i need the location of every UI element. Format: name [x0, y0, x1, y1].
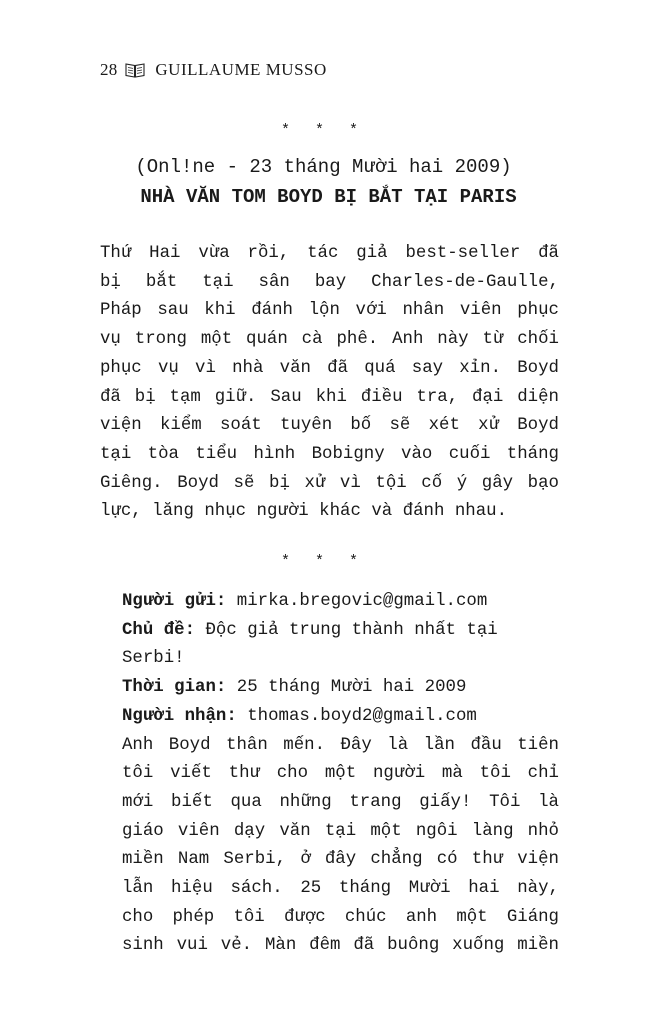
email-sender-value: mirka.bregovic@gmail.com — [226, 592, 488, 611]
email-body-line: giáo viên dạy văn tại một ngôi làng nhỏ — [122, 821, 559, 841]
article-line: viện kiểm soát tuyên bố sẽ xét xử Boyd — [100, 416, 559, 436]
article-line: Giêng. Boyd sẽ bị xử vì tội cố ý gây bạo — [100, 473, 559, 493]
news-headline: NHÀ VĂN TOM BOYD BỊ BẮT TẠI PARIS — [140, 186, 517, 208]
email-subject-label: Chủ đề: — [122, 620, 196, 640]
article-line: tại tòa tiểu hình Bobigny vào cuối tháng — [100, 444, 559, 464]
email-sender-label: Người gửi: — [122, 592, 227, 611]
email-recipient-row — [122, 703, 559, 732]
email-body-line: sinh vui vẻ. Màn đêm đã buông xuống miền — [122, 936, 559, 956]
open-book-icon — [125, 62, 145, 78]
email-sender-row — [122, 588, 559, 617]
section-separator-middle: * * * — [280, 553, 366, 570]
article-line: đã bị tạm giữ. Sau khi điều tra, đại diện — [100, 387, 559, 407]
article-line: lực, lăng nhục người khác và đánh nhau. — [100, 502, 508, 522]
email-subject-continuation: Serbi! — [122, 649, 185, 669]
email-time-value: 25 tháng Mười hai 2009 — [226, 678, 467, 698]
email-body-line: tôi viết thư cho một người mà tôi chỉ — [122, 764, 559, 784]
email-subject-value: Độc giả trung thành nhất tại — [195, 620, 498, 640]
email-message — [122, 588, 559, 961]
email-time-label: Thời gian: — [122, 678, 227, 698]
article-line: Pháp sau khi đánh lộn với nhân viên phục — [100, 301, 559, 321]
news-dateline: (Onl!ne - 23 tháng Mười hai 2009) — [135, 156, 512, 178]
news-article — [100, 240, 559, 527]
email-body-line: lẫn hiệu sách. 25 tháng Mười hai này, — [122, 879, 559, 899]
email-body-line: miền Nam Serbi, ở đây chẳng có thư viện — [122, 850, 559, 870]
email-body-line: cho phép tôi được chúc anh một Giáng — [122, 907, 559, 927]
email-body-line: Anh Boyd thân mến. Đây là lần đầu tiên — [122, 735, 559, 755]
email-body-line: mới biết qua những trang giấy! Tôi là — [122, 792, 559, 812]
author-name: GUILLAUME MUSSO — [155, 60, 327, 79]
article-line: Thứ Hai vừa rồi, tác giả best-seller đã — [100, 244, 559, 263]
email-recipient-value: thomas.boyd2@gmail.com — [236, 706, 477, 726]
section-separator-top: * * * — [280, 122, 366, 139]
page-number: 28 — [100, 60, 118, 79]
article-line: phục vụ vì nhà văn đã quá say xỉn. Boyd — [100, 358, 559, 378]
email-subject-row — [122, 617, 559, 646]
email-time-row — [122, 674, 559, 703]
email-recipient-label: Người nhận: — [122, 706, 237, 726]
article-line: bị bắt tại sân bay Charles-de-Gaulle, — [100, 272, 559, 292]
article-line: vụ trong một quán cà phê. Anh này từ chối — [100, 330, 559, 350]
running-header — [100, 58, 327, 82]
